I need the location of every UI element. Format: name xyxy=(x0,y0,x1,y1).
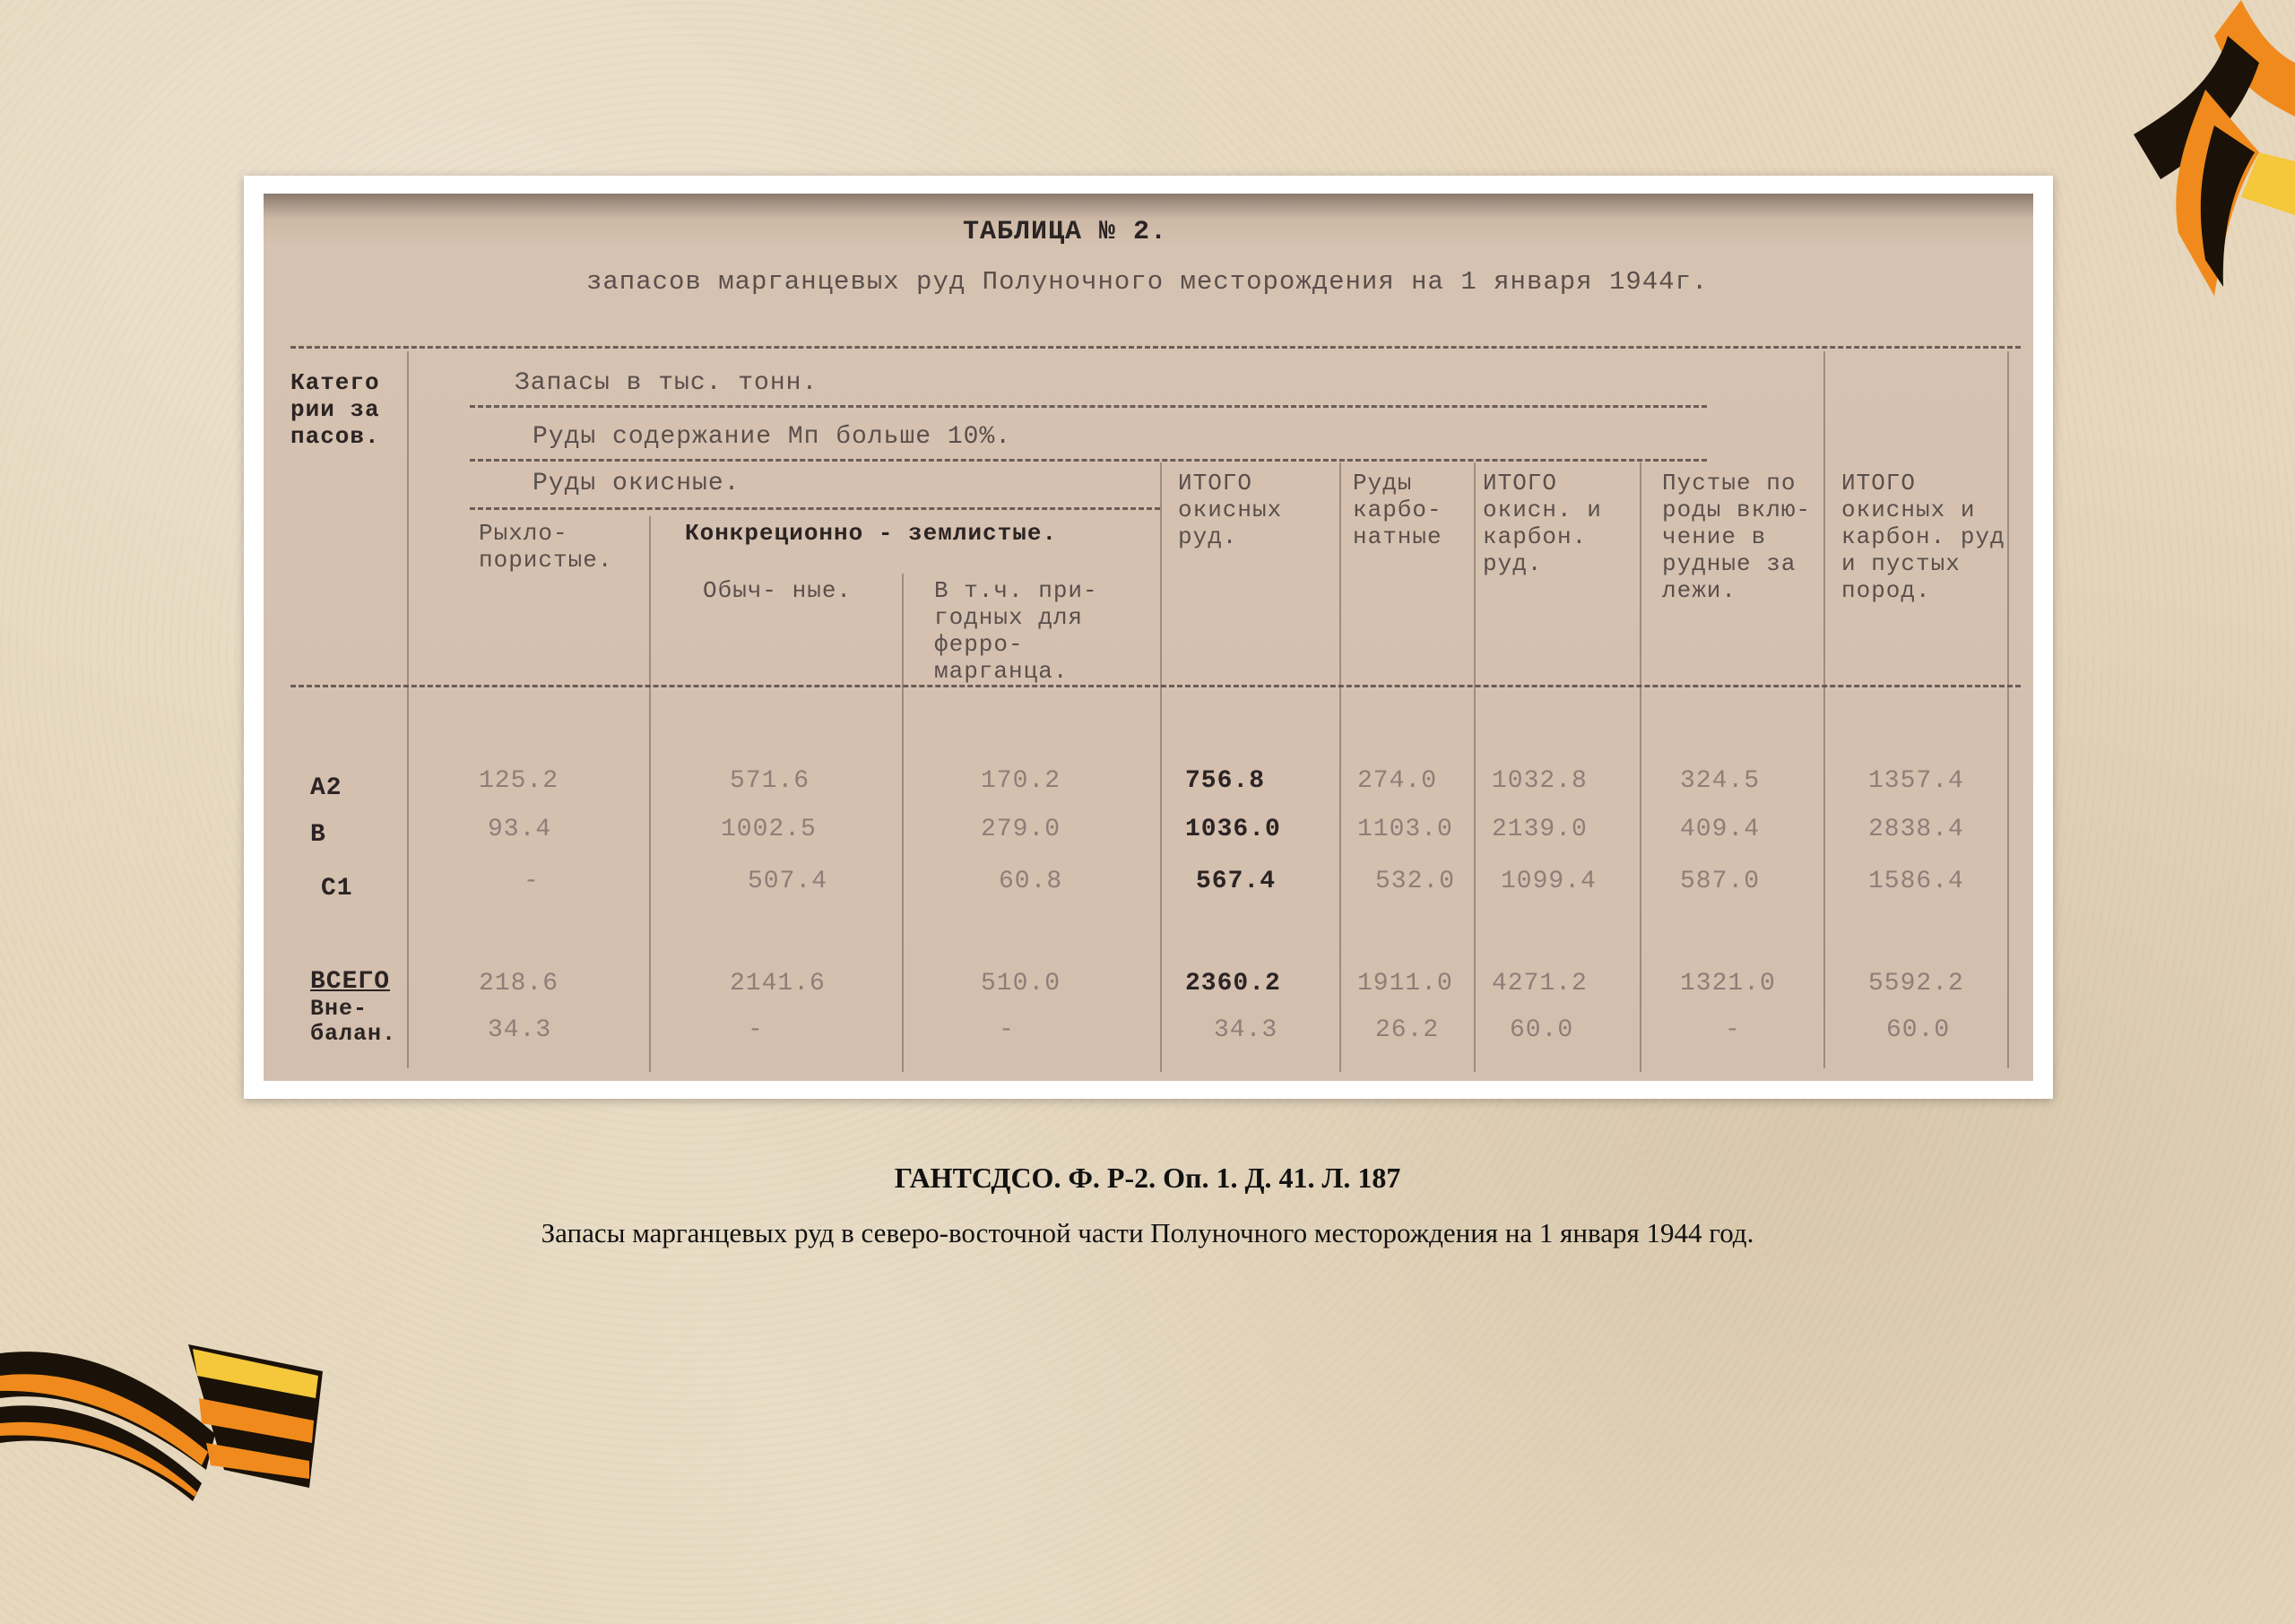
table-cell: - xyxy=(748,1016,764,1044)
table-cell: 1911.0 xyxy=(1357,970,1453,998)
st-george-ribbon-icon xyxy=(2107,0,2295,305)
row-category: ВСЕГО xyxy=(310,968,391,996)
divider xyxy=(470,507,1160,510)
table-cell: 409.4 xyxy=(1680,816,1761,843)
table-cell: 2139.0 xyxy=(1492,816,1588,843)
table-cell: 1099.4 xyxy=(1501,868,1597,895)
column-rule xyxy=(902,574,904,1072)
table-cell: - xyxy=(1725,1016,1741,1044)
row-category: Вне- балан. xyxy=(310,996,397,1047)
table-cell: 756.8 xyxy=(1185,767,1266,795)
row-category: B xyxy=(310,821,326,849)
table-cell: 125.2 xyxy=(479,767,559,795)
table-cell: 532.0 xyxy=(1375,868,1456,895)
table-cell: - xyxy=(524,868,540,895)
header-ore-content: Руды содержание Мп больше 10%. xyxy=(533,423,1012,451)
table-cell: 1103.0 xyxy=(1357,816,1453,843)
header-empty-rock: Пустые по роды вклю- чение в рудные за лежи. xyxy=(1662,470,1812,604)
table-cell: 93.4 xyxy=(488,816,552,843)
table-cell: 510.0 xyxy=(981,970,1061,998)
divider xyxy=(290,346,2021,349)
table-cell: 5592.2 xyxy=(1868,970,1964,998)
table-cell: 274.0 xyxy=(1357,767,1438,795)
column-rule xyxy=(1339,462,1341,1072)
column-rule xyxy=(2007,351,2009,1068)
table-cell: 60.8 xyxy=(999,868,1063,895)
header-oxide-ores: Руды окисные. xyxy=(533,470,740,497)
row-category: C1 xyxy=(321,875,353,903)
table-cell: 1321.0 xyxy=(1680,970,1776,998)
st-george-ribbon-icon xyxy=(0,1335,332,1515)
column-rule xyxy=(1640,462,1641,1072)
table-cell: 2360.2 xyxy=(1185,970,1281,998)
divider xyxy=(470,405,1707,408)
column-rule xyxy=(1160,462,1162,1072)
table-cell: 567.4 xyxy=(1196,868,1277,895)
table-cell: 507.4 xyxy=(748,868,828,895)
table-cell: 1586.4 xyxy=(1868,868,1964,895)
table-cell: 324.5 xyxy=(1680,767,1761,795)
table-cell: 218.6 xyxy=(479,970,559,998)
table-cell: 571.6 xyxy=(730,767,810,795)
column-rule xyxy=(1823,351,1825,1068)
table-cell: 170.2 xyxy=(981,767,1061,795)
header-total-all: ИТОГО окисных и карбон. руд и пустых пород. xyxy=(1841,470,2005,604)
row-category: A2 xyxy=(310,774,342,802)
table-cell: - xyxy=(999,1016,1015,1044)
table-cell: 34.3 xyxy=(488,1016,552,1044)
typewritten-table-scan xyxy=(264,194,2033,1081)
table-cell: 4271.2 xyxy=(1492,970,1588,998)
divider xyxy=(470,459,1707,462)
column-rule xyxy=(1474,462,1476,1072)
document-description: Запасы марганцевых руд в северо-восточной части Полуночного месторождения на 1 января 1944 год. xyxy=(541,1217,1754,1248)
table-cell: 279.0 xyxy=(981,816,1061,843)
table-cell: 2838.4 xyxy=(1868,816,1964,843)
column-rule xyxy=(407,351,409,1068)
table-cell: 1357.4 xyxy=(1868,767,1964,795)
table-cell: 587.0 xyxy=(1680,868,1761,895)
header-category: Катего рии за пасов. xyxy=(290,369,380,450)
header-loose-porous: Рыхло- пористые. xyxy=(479,520,613,574)
header-ferro-suitable: В т.ч. при- годных для ферро- марганца. xyxy=(934,577,1098,685)
header-total-oxide-carb: ИТОГО окисн. и карбон. руд. xyxy=(1483,470,1602,577)
table-cell: 60.0 xyxy=(1886,1016,1951,1044)
table-title: ТАБЛИЦА № 2. xyxy=(963,217,1168,247)
table-cell: 34.3 xyxy=(1214,1016,1278,1044)
table-cell: 1002.5 xyxy=(721,816,817,843)
table-cell: 1032.8 xyxy=(1492,767,1588,795)
header-total-oxide: ИТОГО окисных руд. xyxy=(1178,470,1283,550)
divider xyxy=(290,685,2021,687)
header-conglomerate: Конкреционно - землистые. xyxy=(685,520,1058,547)
table-cell: 1036.0 xyxy=(1185,816,1281,843)
archive-document-photo xyxy=(244,176,2053,1099)
table-cell: 26.2 xyxy=(1375,1016,1440,1044)
header-carbonate: Руды карбо- натные xyxy=(1353,470,1442,550)
header-ordinary: Обыч- ные. xyxy=(703,577,853,604)
archive-reference: ГАНТСДСО. Ф. Р-2. Оп. 1. Д. 41. Л. 187 xyxy=(894,1162,1401,1194)
column-rule xyxy=(649,516,651,1072)
table-cell: 2141.6 xyxy=(730,970,826,998)
table-subtitle: запасов марганцевых руд Полуночного месторождения на 1 января 1944г. xyxy=(586,267,1709,297)
header-stocks: Запасы в тыс. тонн. xyxy=(515,369,818,397)
table-cell: 60.0 xyxy=(1510,1016,1574,1044)
